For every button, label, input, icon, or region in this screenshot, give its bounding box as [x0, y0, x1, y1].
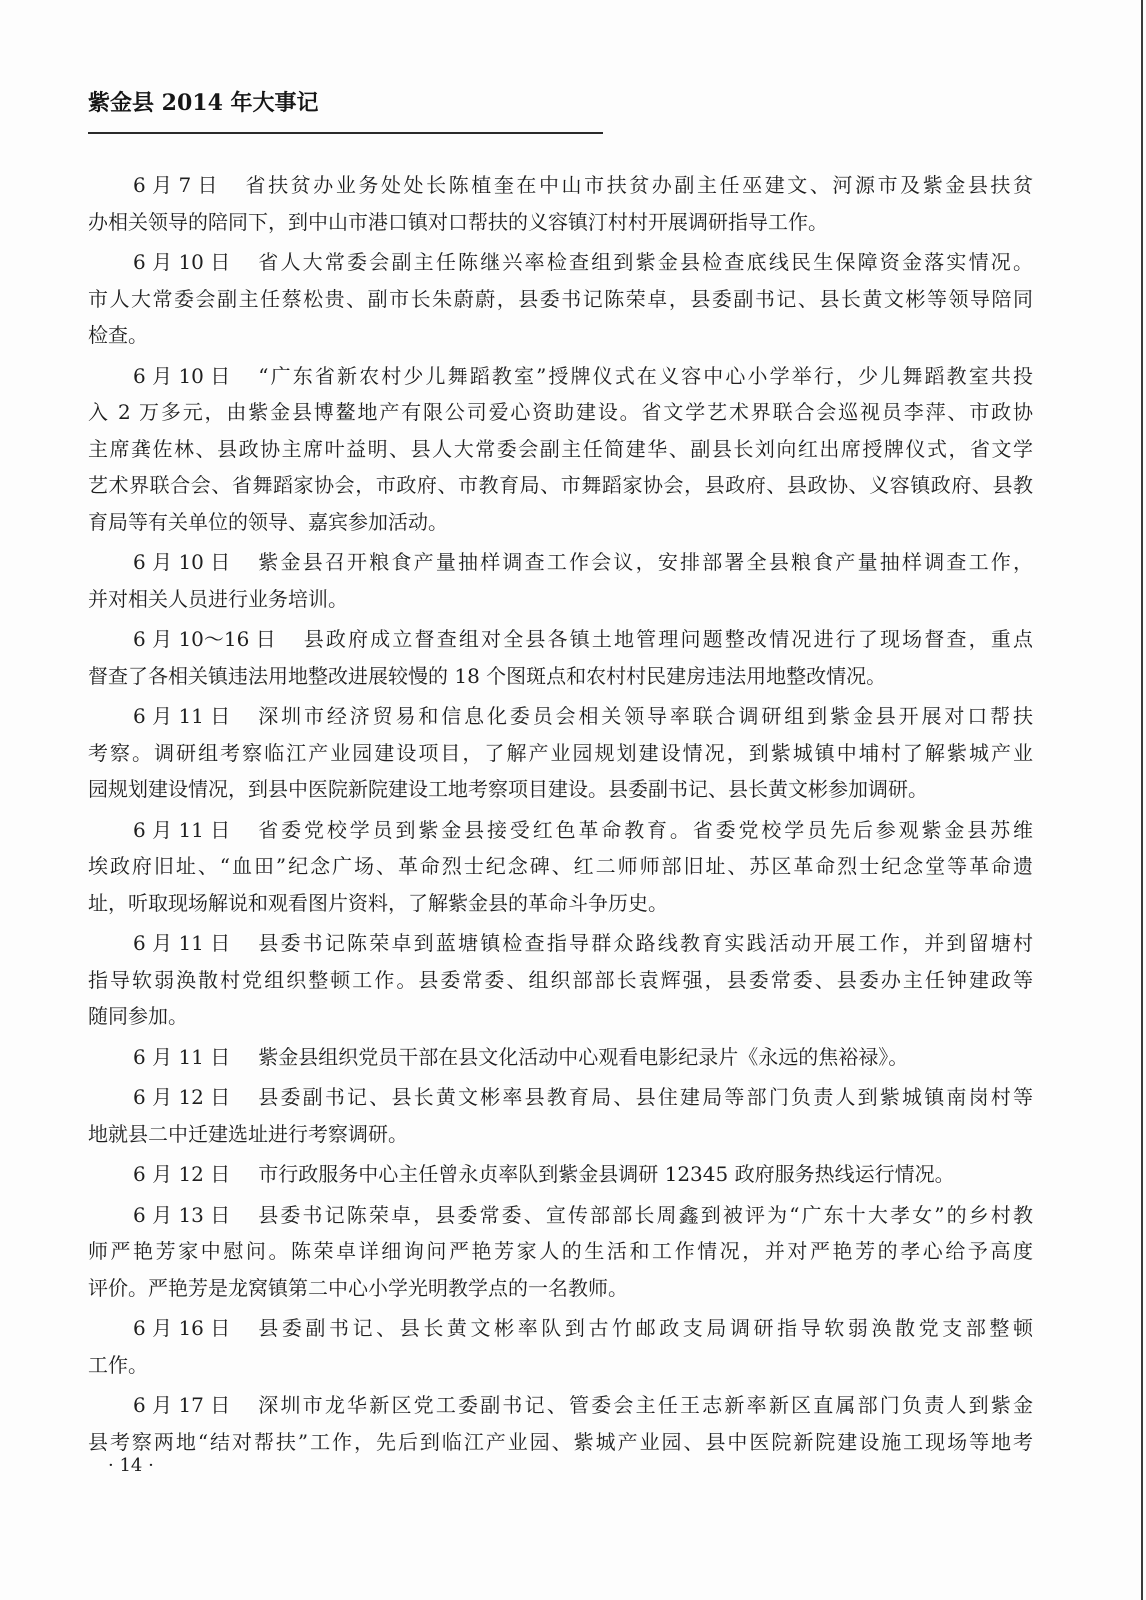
- entry-line: [88, 1270, 1033, 1307]
- entry: [88, 1387, 1033, 1460]
- entry: [88, 925, 1033, 1035]
- entry-date: 6 月 17 日: [133, 1393, 231, 1417]
- entry-text: 址，听取现场解说和观看图片资料，了解紫金县的革命斗争历史。: [88, 890, 668, 915]
- entry-line: [88, 1387, 1033, 1424]
- entry-text: 紫金县组织党员干部在县文化活动中心观看电影纪录片《永远的焦裕禄》。: [258, 1044, 909, 1069]
- entry: [88, 1310, 1033, 1383]
- entry-date: 6 月 10 日: [133, 363, 231, 388]
- entry-line: [88, 925, 1033, 962]
- entry-line: [88, 358, 1033, 395]
- entry-line: [88, 431, 1033, 468]
- entry-line: [88, 1156, 1033, 1193]
- entry-date: 6 月 16 日: [133, 1316, 231, 1340]
- entry-date: 6 月 10 日: [133, 250, 231, 274]
- entry-line: [88, 621, 1033, 658]
- entry-line: [88, 317, 1033, 354]
- entry-text: 省人大常委会副主任陈继兴率检查组到紫金县检查底线民生保障资金落实情况。: [258, 250, 1033, 274]
- entry-text: 随同参加。: [88, 1004, 188, 1028]
- entry-text: 艺术界联合会、省舞蹈家协会，市政府、市教育局、市舞蹈家协会，县政府、县政协、义容镇政府、县教: [88, 473, 1033, 497]
- entry-text: 县政府成立督查组对全县各镇土地管理问题整改情况进行了现场督查，重点: [303, 627, 1033, 651]
- entry: [88, 1039, 1033, 1076]
- entry-text: 市行政服务中心主任曾永贞率队到紫金县调研 12345 政府服务热线运行情况。: [258, 1162, 955, 1186]
- entry-text: 师严艳芳家中慰问。陈荣卓详细询问严艳芳家人的生活和工作情况，并对严艳芳的孝心给予高度: [88, 1239, 1033, 1263]
- entry-line: [88, 1039, 1033, 1076]
- entry-text: 省委党校学员到紫金县接受红色革命教育。省委党校学员先后参观紫金县苏维: [258, 817, 1033, 842]
- entry-line: [88, 1347, 1033, 1384]
- entry-line: [88, 504, 1033, 541]
- header-rule: [88, 132, 603, 134]
- entry-date: 6 月 12 日: [133, 1162, 231, 1186]
- entry-text: 县委书记陈荣卓到蓝塘镇检查指导群众路线教育实践活动开展工作，并到留塘村: [258, 931, 1033, 955]
- entry-text: 主席龚佐林、县政协主席叶益明、县人大常委会副主任简建华、副县长刘向红出席授牌仪式，省文学: [88, 436, 1033, 461]
- entry-text: 办相关领导的陪同下，到中山市港口镇对口帮扶的义容镇汀村村开展调研指导工作。: [88, 209, 828, 234]
- entry: [88, 812, 1033, 922]
- scan-edge-line: [1141, 0, 1143, 1600]
- entry: [88, 621, 1033, 694]
- entry-text: 并对相关人员进行业务培训。: [88, 586, 348, 611]
- entry-line: [88, 1233, 1033, 1270]
- entry-text: 育局等有关单位的领导、嘉宾参加活动。: [88, 509, 448, 534]
- entry-date: 6 月 11 日: [133, 817, 231, 842]
- entry-text: 深圳市经济贸易和信息化委员会相关领导率联合调研组到紫金县开展对口帮扶: [258, 704, 1033, 728]
- entry-line: [88, 1197, 1033, 1234]
- entry-line: [88, 812, 1033, 849]
- entry-line: [88, 281, 1033, 318]
- entry-text: 考察。调研组考察临江产业园建设项目，了解产业园规划建设情况，到紫城镇中埔村了解紫城产业: [88, 740, 1033, 765]
- entry-line: [88, 962, 1033, 999]
- entry: [88, 544, 1033, 617]
- entry-text: “广东省新农村少儿舞蹈教室”授牌仪式在义容中心小学举行，少儿舞蹈教室共投: [258, 363, 1033, 388]
- entry-line: [88, 998, 1033, 1035]
- entry-line: [88, 581, 1033, 618]
- entry-text: 县委副书记、县长黄文彬率县教育局、县住建局等部门负责人到紫城镇南岗村等: [258, 1085, 1033, 1109]
- entry-date: 6 月 12 日: [133, 1085, 231, 1109]
- entry-text: 埃政府旧址、“血田”纪念广场、革命烈士纪念碑、红二师师部旧址、苏区革命烈士纪念堂等革命遗: [88, 854, 1033, 878]
- entry-line: [88, 544, 1033, 581]
- entry-text: 检查。: [88, 323, 148, 347]
- entry-date: 6 月 11 日: [133, 1044, 231, 1069]
- entry-text: 工作。: [88, 1352, 148, 1377]
- entry-line: [88, 1116, 1033, 1153]
- entry-text: 县委书记陈荣卓，县委常委、宣传部部长周鑫到被评为“广东十大孝女”的乡村教: [258, 1202, 1033, 1227]
- entry-line: [88, 467, 1033, 504]
- entry: [88, 1079, 1033, 1152]
- entry-line: [88, 848, 1033, 885]
- entry-line: [88, 244, 1033, 281]
- entry-date: 6 月 13 日: [133, 1202, 231, 1227]
- entry-text: 深圳市龙华新区党工委副书记、管委会主任王志新率新区直属部门负责人到紫金: [258, 1393, 1033, 1417]
- entry-text: 省扶贫办业务处处长陈植奎在中山市扶贫办副主任巫建文、河源市及紫金县扶贫: [245, 173, 1033, 197]
- entry-line: [88, 204, 1033, 241]
- entry-line: [88, 735, 1033, 772]
- entry-line: [88, 885, 1033, 922]
- entry-text: 紫金县召开粮食产量抽样调查工作会议，安排部署全县粮食产量抽样调查工作，: [258, 550, 1033, 574]
- entry-text: 入 2 万多元，由紫金县博鳌地产有限公司爱心资助建设。省文学艺术界联合会巡视员李萍、市政协: [88, 400, 1033, 424]
- entry-line: [88, 771, 1033, 808]
- entry-date: 6 月 10～16 日: [133, 627, 276, 651]
- entry-line: [88, 1310, 1033, 1347]
- entry-line: [88, 394, 1033, 431]
- entry-date: 6 月 11 日: [133, 704, 231, 728]
- entry-line: [88, 167, 1033, 204]
- running-header-title: 紫金县 2014 年大事记: [88, 90, 319, 116]
- entry-text: 地就县二中迁建选址进行考察调研。: [88, 1121, 408, 1146]
- entry-text: 评价。严艳芳是龙窝镇第二中心小学光明教学点的一名教师。: [88, 1275, 628, 1300]
- entry-date: 6 月 11 日: [133, 931, 231, 955]
- entry: [88, 1197, 1033, 1307]
- entry-date: 6 月 10 日: [133, 550, 231, 574]
- entry: [88, 1156, 1033, 1193]
- entry-line: [88, 1424, 1033, 1461]
- entry-text: 督查了各相关镇违法用地整改进展较慢的 18 个图斑点和农村村民建房违法用地整改情况。: [88, 663, 887, 688]
- entry-date: 6 月 7 日: [133, 173, 218, 197]
- entry-line: [88, 698, 1033, 735]
- entry-line: [88, 1079, 1033, 1116]
- entry: [88, 698, 1033, 808]
- entry-text: 县考察两地“结对帮扶”工作，先后到临江产业园、紫城产业园、县中医院新院建设施工现场等地考: [88, 1429, 1033, 1454]
- chronicle-entries: [88, 167, 1033, 1460]
- entry-text: 园规划建设情况，到县中医院新院建设工地考察项目建设。县委副书记、县长黄文彬参加调研。: [88, 777, 928, 801]
- entry-text: 指导软弱涣散村党组织整顿工作。县委常委、组织部部长袁辉强，县委常委、县委办主任钟建政等: [88, 967, 1033, 992]
- page-number: · 14 ·: [108, 1455, 154, 1476]
- entry-text: 县委副书记、县长黄文彬率队到古竹邮政支局调研指导软弱涣散党支部整顿: [258, 1316, 1033, 1340]
- entry: [88, 244, 1033, 354]
- entry-text: 市人大常委会副主任蔡松贵、副市长朱蔚蔚，县委书记陈荣卓，县委副书记、县长黄文彬等领导陪同: [88, 286, 1033, 311]
- entry: [88, 167, 1033, 240]
- entry: [88, 358, 1033, 541]
- entry-line: [88, 658, 1033, 695]
